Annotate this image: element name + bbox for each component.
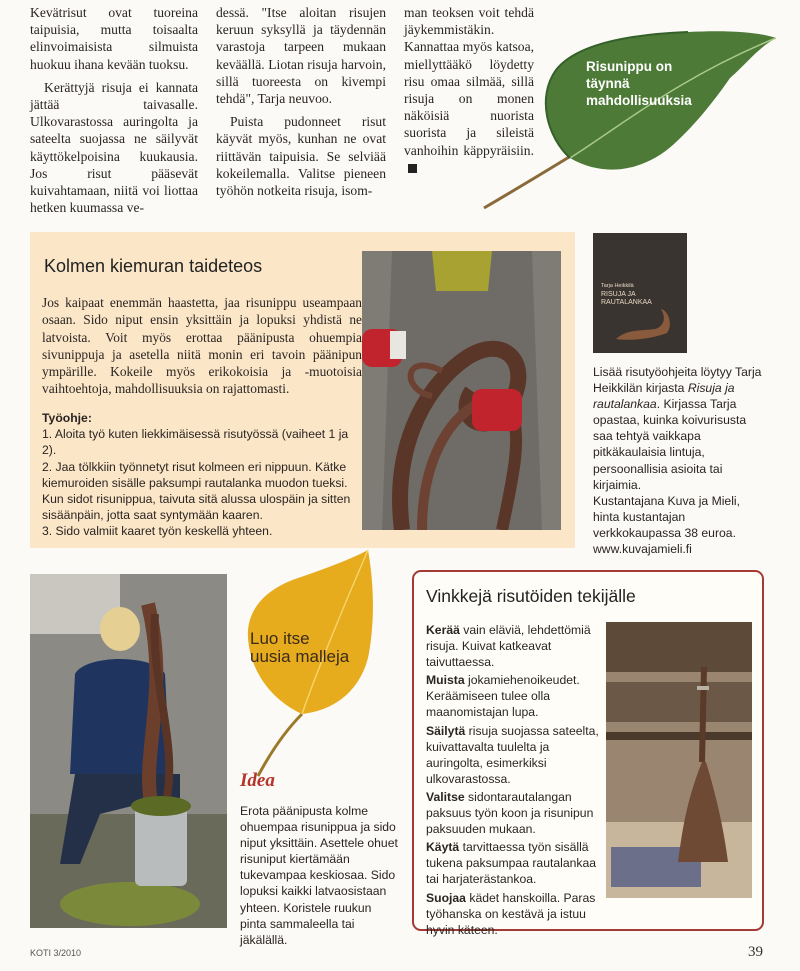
twig-crafting-photo [362, 251, 561, 530]
article-paragraph: Kevätrisut ovat tuoreina taipuisia, mutta toisaalta elinvoimaisista silmuista huokuu ihana kevään tuoksu. [30, 5, 198, 72]
broom-photo [606, 622, 752, 898]
book-cover-author: Tarja Heikkilä [601, 283, 634, 289]
tip-label: Käytä [426, 840, 460, 855]
book-cover [593, 233, 687, 353]
page-number: 39 [748, 944, 763, 960]
tips-list [426, 622, 602, 940]
tip-text: vain eläviä, lehdettömiä risuja. Kuivat katkeavat taivuttaessa. [426, 623, 591, 670]
article-paragraph: Puista pudonneet risut käyvät myös, kunhan ne ovat riittävän taipuisia. Se selviää kokeilemalla. Valitse pieneen työhön notkeita risuja, isom- [216, 114, 386, 199]
instruction-step: 2. Jaa tölkkiin työnnetyt risut kolmeen eri nippuun. Kätke kiemuroiden sisälle paksumpi rautalanka muodon tueksi. Kun sidot risunippua, taivuta sitä alussa ulospäin ja sitten sisäänpäin, jotta saat syntymään kaaren. [42, 459, 351, 523]
tip-item [426, 839, 602, 887]
tip-label: Kerää [426, 623, 460, 637]
tips-title: Vinkkejä risutöiden tekijälle [426, 586, 636, 606]
idea-leaf-text: Luo itse uusia malleja [250, 629, 350, 666]
tip-label: Säilytä [426, 723, 466, 738]
green-leaf-illustration [478, 18, 778, 214]
footer-magazine: KOTI 3/2010 [30, 948, 82, 958]
book-cover-title: RISUJA JA RAUTALANKAA [601, 291, 652, 306]
book-cover-bird-icon [611, 305, 681, 345]
tip-item [426, 723, 602, 787]
article-paragraph: Kerättyjä risuja ei kannata jättää taivasalle. Ulkovarastossa auringolta ja sateelta suojassa ne säilyvät käyttökelpoisina kuukausia. Jos risut pääsevät kuivahtamaan, niitä voi liottaa hetken kuumassa ve- [30, 79, 198, 216]
tip-text: risuja suojassa sateelta, kuivattavalta tuulelta ja auringolta, esimerkiksi ulkovarastossa. [426, 723, 599, 786]
book-caption [593, 364, 763, 557]
idea-text: Erota päänipusta kolme ohuempaa risunippua ja sido niput yksittäin. Asettele ohuet risuniput kiertämään tukevampaa keskiosaa. Sido lopuksi kaikki latvaosistaan yhteen. Koristele ruukun pinta sammaleella tai jäkälällä. [240, 804, 398, 947]
instructions-title: Työohje: [42, 411, 92, 425]
book-url[interactable]: www.kuvajamieli.fi [593, 542, 692, 557]
girl-with-sculpture-photo [30, 574, 227, 928]
tip-item [426, 890, 602, 938]
tip-item [426, 672, 602, 720]
article-text: man teoksen voit tehdä jäykemmistäkin. Kannattaa myös katsoa, miellyttääkö löydetty risu omaa silmää, sillä risuja on monen näköisiä nuorista suorista ja sileistä vanhoihin käppyräisiin. [404, 5, 534, 158]
instruction-step: 1. Aloita työ kuten liekkimäisessä risutyössä (vaiheet 1 ja 2). [42, 427, 349, 458]
tip-label: Valitse [426, 789, 465, 804]
end-mark-icon [408, 164, 417, 173]
tip-text: jokamiehenoikeudet. Keräämiseen tulee olla maanomistajan lupa. [426, 673, 580, 720]
tips-box [412, 570, 764, 937]
broom-illustration [606, 622, 752, 898]
article-column-1 [30, 4, 198, 222]
tip-text: kädet hanskoilla. Paras työhanska on kestävä ja istuu hyvin käteen. [426, 890, 596, 937]
twig-crafting-illustration [362, 251, 561, 530]
box-title: Kolmen kiemuran taideteos [44, 256, 263, 276]
tip-text: tarvittaessa työn sisällä tukena paksumpaa rautalankaa tai harjaterästankoa. [426, 840, 597, 887]
book-caption-text: . Kirjassa Tarja opastaa, kuinka koivurisusta saa tehtyä vaikkapa pitkäkaulaisia lintuja, persoonallisia asioita tai kirjaimia. [593, 397, 747, 492]
tip-text: sidontarautalangan paksuus työn koon ja risunipun paksuuden mukaan. [426, 789, 594, 837]
leaf-title: Risunippu on täynnä mahdollisuuksia [586, 59, 692, 108]
book-caption-text: Lisää risutyöohjeita löytyy Tarja Heikkilän kirjasta [593, 365, 762, 396]
tip-label: Suojaa [426, 890, 466, 905]
box-intro: Jos kaipaat enemmän haastetta, jaa risunippu useampaan osaan. Sido niput ensin yksittäin ja lopuksi yhdistä ne latvoista. Voit myös erottaa päänipusta ohuempia sivunippuja ja asetella niitä monin eri tavoin päänipun ympärille. Kokeile myös erikokoisia ja -muotoisia vaihtoehtoja, mahdollisuuksia on rajattomasti. [42, 295, 362, 397]
idea-label: Idea [240, 770, 275, 791]
girl-with-sculpture-illustration [30, 574, 227, 928]
tip-item [426, 789, 602, 837]
book-title-italic: Risuja ja rautalankaa [593, 381, 735, 412]
book-publisher: Kustantajana Kuva ja Mieli, hinta kustantajan verkkokaupassa 38 euroa. [593, 493, 741, 540]
article-column-2 [216, 4, 386, 205]
instruction-step: 3. Sido valmiit kaaret työn keskellä yhteen. [42, 524, 273, 539]
tip-label: Muista [426, 673, 465, 688]
tip-item [426, 622, 602, 670]
instructions [42, 410, 364, 540]
article-paragraph: dessä. "Itse aloitan risujen keruun syksyllä ja täydennän varastoja tarpeen mukaan keväällä. Liotan risuja harvoin, sillä tuoreesta on kivempi tehdä", Tarja neuvoo. [216, 5, 386, 107]
